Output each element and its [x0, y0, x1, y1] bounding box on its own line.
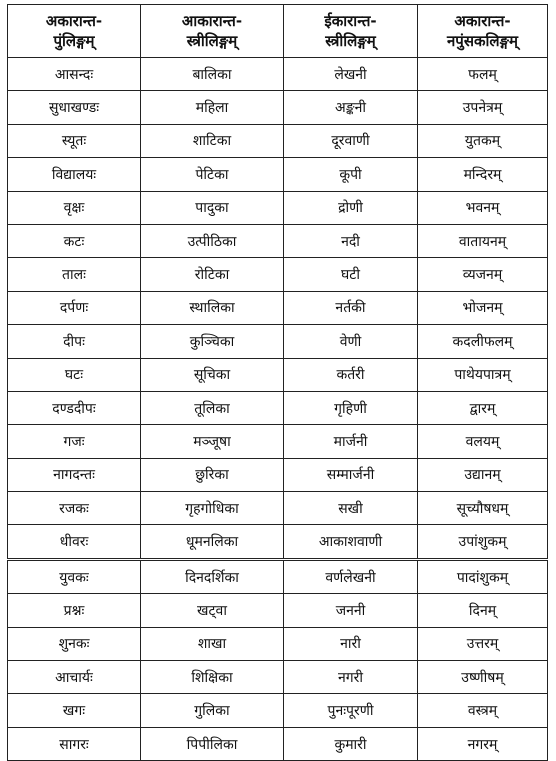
table-cell: नर्तकी: [284, 291, 418, 324]
table-row: [8, 458, 548, 491]
table-row: [8, 58, 548, 91]
table-row: [8, 661, 548, 694]
table-row: [8, 258, 548, 291]
table-cell: शुनकः: [8, 627, 141, 660]
table-header-row: [8, 5, 548, 58]
table-cell: पिपीलिका: [141, 727, 284, 760]
table-cell: वृक्षः: [8, 191, 141, 224]
table-cell: सम्मार्जनी: [284, 458, 418, 491]
table-cell: जननी: [284, 594, 418, 627]
table-row: [8, 358, 548, 391]
table-cell: वर्णलेखनी: [284, 559, 418, 593]
table-cell: तूलिका: [141, 391, 284, 424]
table-cell: सुधाखण्डः: [8, 91, 141, 124]
table-body: [8, 58, 548, 761]
gender-noun-table: [7, 4, 548, 761]
table-cell: भोजनम्: [418, 291, 548, 324]
table-cell: व्यजनम्: [418, 258, 548, 291]
table-cell: कुमारी: [284, 727, 418, 760]
table-row: [8, 91, 548, 124]
table-row: [8, 224, 548, 257]
table-row: [8, 525, 548, 559]
table-cell: पुनःपूरणी: [284, 694, 418, 727]
table-cell: बालिका: [141, 58, 284, 91]
table-cell: दण्डदीपः: [8, 391, 141, 424]
table-row: [8, 694, 548, 727]
table-row: [8, 425, 548, 458]
table-cell: विद्यालयः: [8, 158, 141, 191]
table-cell: वेणी: [284, 325, 418, 358]
table-row: [8, 594, 548, 627]
table-cell: लेखनी: [284, 58, 418, 91]
table-row: [8, 627, 548, 660]
table-row: [8, 559, 548, 593]
table-cell: मञ्जूषा: [141, 425, 284, 458]
table-cell: घटी: [284, 258, 418, 291]
table-cell: फलम्: [418, 58, 548, 91]
table-cell: उपनेत्रम्: [418, 91, 548, 124]
table-cell: कूपी: [284, 158, 418, 191]
table-cell: कुञ्चिका: [141, 325, 284, 358]
header-feminine-aa: आकारान्त- स्त्रीलिङ्गम्: [141, 5, 284, 58]
header-neuter-a: अकारान्त- नपुंसकलिङ्गम्: [418, 5, 548, 58]
table-cell: प्रश्नः: [8, 594, 141, 627]
table-cell: तालः: [8, 258, 141, 291]
header-feminine-ii: ईकारान्त- स्त्रीलिङ्गम्: [284, 5, 418, 58]
table-cell: उपांशुकम्: [418, 525, 548, 559]
table-cell: आसन्दः: [8, 58, 141, 91]
table-row: [8, 391, 548, 424]
table-cell: युतकम्: [418, 124, 548, 157]
table-cell: आचार्यः: [8, 661, 141, 694]
table-cell: महिला: [141, 91, 284, 124]
table-cell: सखी: [284, 492, 418, 525]
table-cell: कर्तरी: [284, 358, 418, 391]
table-cell: उद्यानम्: [418, 458, 548, 491]
table-row: [8, 325, 548, 358]
table-cell: स्थालिका: [141, 291, 284, 324]
table-cell: वस्त्रम्: [418, 694, 548, 727]
table-cell: दूरवाणी: [284, 124, 418, 157]
table-cell: दिनम्: [418, 594, 548, 627]
table-cell: अङ्कनी: [284, 91, 418, 124]
table-cell: गृहिणी: [284, 391, 418, 424]
table-cell: वलयम्: [418, 425, 548, 458]
table-cell: पाथेयपात्रम्: [418, 358, 548, 391]
table-cell: उत्तरम्: [418, 627, 548, 660]
table-cell: खगः: [8, 694, 141, 727]
header-masculine-a: अकारान्त- पुंलिङ्गम्: [8, 5, 141, 58]
table-cell: नदी: [284, 224, 418, 257]
table-cell: द्रोणी: [284, 191, 418, 224]
table-cell: दर्पणः: [8, 291, 141, 324]
table-cell: नगरी: [284, 661, 418, 694]
table-cell: द्वारम्: [418, 391, 548, 424]
table-cell: सूचिका: [141, 358, 284, 391]
table-row: [8, 124, 548, 157]
table-cell: खट्वा: [141, 594, 284, 627]
table-cell: गजः: [8, 425, 141, 458]
table-cell: रोटिका: [141, 258, 284, 291]
table-cell: घटः: [8, 358, 141, 391]
table-cell: पादांशुकम्: [418, 559, 548, 593]
table-cell: धीवरः: [8, 525, 141, 559]
table-row: [8, 158, 548, 191]
table-cell: छुरिका: [141, 458, 284, 491]
table-cell: स्यूतः: [8, 124, 141, 157]
table-row: [8, 727, 548, 760]
table-cell: नागदन्तः: [8, 458, 141, 491]
table-cell: शाखा: [141, 627, 284, 660]
table-cell: मार्जनी: [284, 425, 418, 458]
table-cell: गुलिका: [141, 694, 284, 727]
table-cell: उष्णीषम्: [418, 661, 548, 694]
table-cell: भवनम्: [418, 191, 548, 224]
table-cell: सागरः: [8, 727, 141, 760]
table-cell: युवकः: [8, 559, 141, 593]
table-row: [8, 291, 548, 324]
table-cell: धूमनलिका: [141, 525, 284, 559]
table-cell: आकाशवाणी: [284, 525, 418, 559]
table-cell: वातायनम्: [418, 224, 548, 257]
table-cell: पादुका: [141, 191, 284, 224]
table-cell: पेटिका: [141, 158, 284, 191]
table-cell: कटः: [8, 224, 141, 257]
table-row: [8, 191, 548, 224]
table-cell: शिक्षिका: [141, 661, 284, 694]
table-row: [8, 492, 548, 525]
table-cell: शाटिका: [141, 124, 284, 157]
table-cell: दिनदर्शिका: [141, 559, 284, 593]
table-cell: नारी: [284, 627, 418, 660]
table-cell: सूच्यौषधम्: [418, 492, 548, 525]
table-cell: कदलीफलम्: [418, 325, 548, 358]
table-cell: उत्पीठिका: [141, 224, 284, 257]
table-cell: रजकः: [8, 492, 141, 525]
table-cell: गृहगोधिका: [141, 492, 284, 525]
table-cell: दीपः: [8, 325, 141, 358]
table-cell: मन्दिरम्: [418, 158, 548, 191]
table-cell: नगरम्: [418, 727, 548, 760]
